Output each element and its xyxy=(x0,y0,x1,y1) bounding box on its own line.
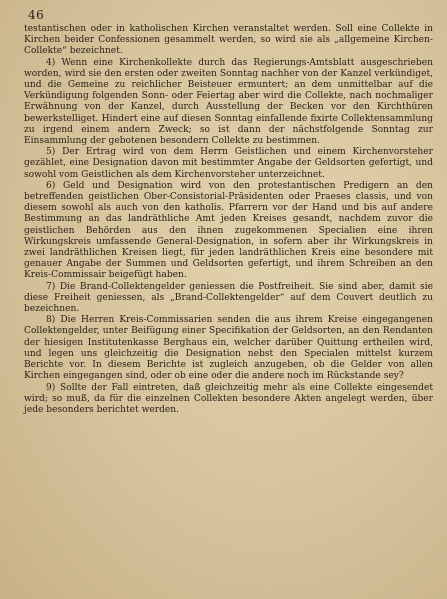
paragraph-8: 8) Die Herren Kreis-Commissarien senden die aus ihrem Kreise eingegangenen Collektengelder, unter Beifügung einer Specifikation der Geldsorten, an den Rendanten der hiesigen Institutenkasse Berghaus ein, welcher darüber Quittung ertheilen wird, und legen uns gleichzeitig die Designation nebst den Specialen mittelst kurzem Berichte vor. In diesem Berichte ist zugleich anzugeben, ob die Gelder von allen Kirchen eingegangen sind, oder ob eine oder die andere noch im Rückstande sey? xyxy=(24,315,433,382)
paragraph-continuation: testantischen oder in katholischen Kirchen veranstaltet werden. Soll eine Collekte in Kirchen beider Confessionen gesammelt werden, so wird sie als „allgemeine Kirchen-Collekte“ bezeichnet. xyxy=(24,24,433,57)
paragraph-9: 9) Sollte der Fall eintreten, daß gleichzeitig mehr als eine Collekte eingesendet wird; so muß, da für die einzelnen Collekten besondere Akten angelegt werden, über jede besonders berichtet werden. xyxy=(24,382,433,415)
paragraph-7: 7) Die Brand-Collektengelder geniessen die Postfreiheit. Sie sind aber, damit sie diese Freiheit geniessen, als „Brand-Collektengelder“ auf dem Couvert deutlich zu bezeichnen. xyxy=(24,281,433,315)
paragraph-6: 6) Geld und Designation wird von den protestantischen Predigern an den betreffenden geistlichen Ober-Consistorial-Präsidenten oder Praeses classis, und von diesem sowohl als auch von den katholis. Pfarrern vor der Hand und bis auf andere Bestimmung an das landräthliche Amt jeden Kreises gesandt, nachdem zuvor die geistlichen Behörden aus den ihnen zugekommenen Specialien eine ihren Wirkungskreis umfassende General-Designation, in sofern aber ihr Wirkungskreis in zwei landräthlichen Kreisen liegt, für jeden landräthlichen Kreis eine besondere mit genauer Angabe der Summen und Geldsorten gefertigt, und ihrem Schreiben an den Kreis-Commissair beigefügt haben. xyxy=(24,180,433,281)
paragraph-5: 5) Der Ertrag wird von dem Herrn Geistlichen und einem Kirchenvorsteher gezählet, eine Designation davon mit bestimmter Angabe der Geldsorten gefertigt, und sowohl vom Geistlichen als dem Kirchenvorsteher unterzeichnet. xyxy=(24,147,433,180)
page-number: 46 xyxy=(28,8,45,22)
paragraph-4: 4) Wenn eine Kirchenkollekte durch das Regierungs-Amtsblatt ausgeschrieben worden, wird sie den ersten oder zweiten Sonntag nachher von der Kanzel verkündiget, und die Gemeine zu reichlicher Beisteuer ermuntert; an dem unmittelbar auf die Verkündigung folgenden Sonn- oder Feiertag aber wird die Collekte, nach nochmaliger Erwähnung von der Kanzel, durch Ausstellung der Becken vor den Kirchthüren bewerkstelliget. Hindert eine auf diesen Sonntag einfallende fixirte Collektensammlung zu irgend einem andern Zweck; so ist dann der nächstfolgende Sonntag zur Einsammlung der gebotenen besondern Collekte zu bestimmen. xyxy=(24,57,433,147)
